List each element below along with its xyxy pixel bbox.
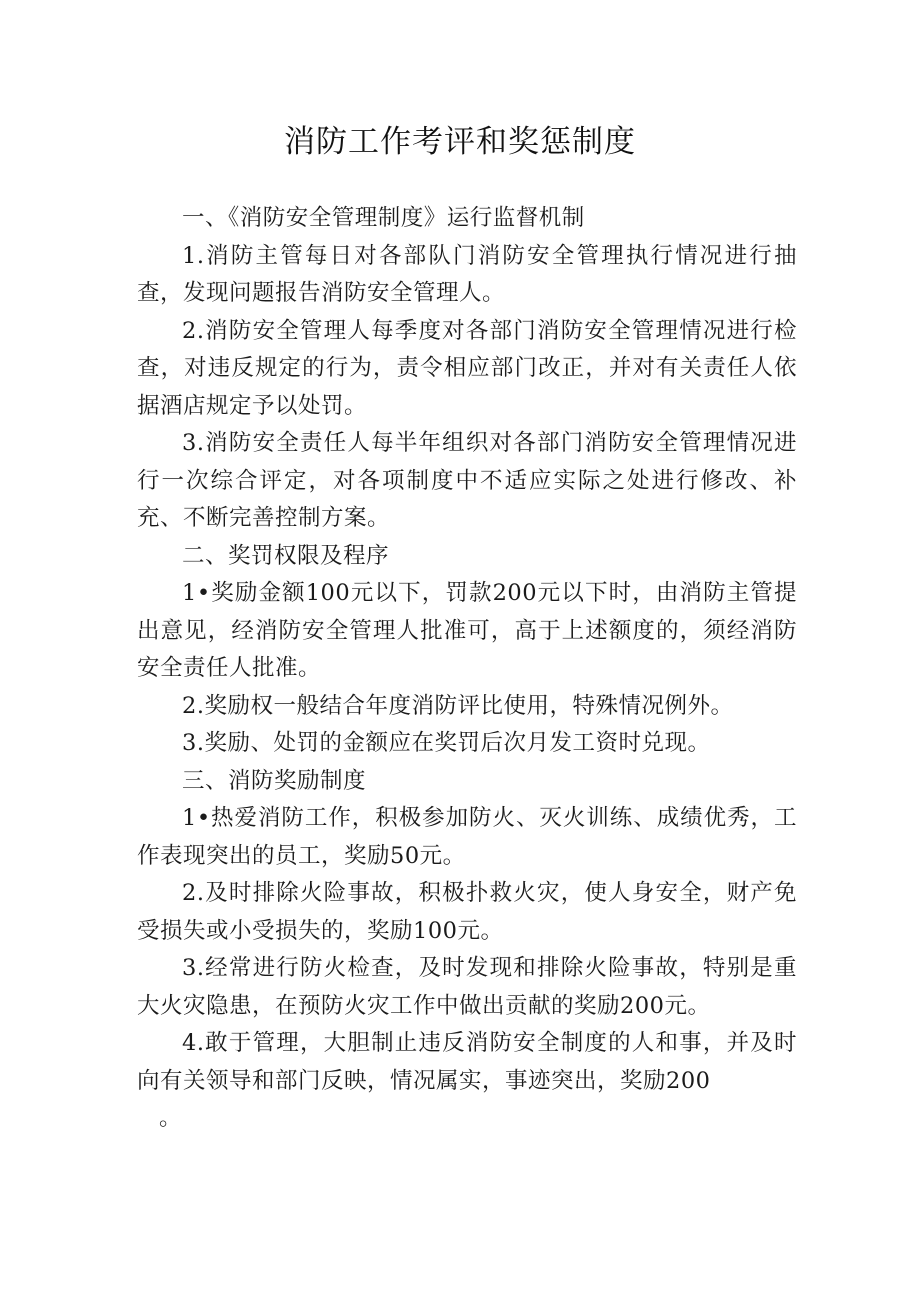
document-body	[137, 200, 797, 1138]
paragraph: 4.敢于管理，大胆制止违反消防安全制度的人和事，并及时向有关领导和部门反映，情况属实，事迹突出，奖励200	[137, 1030, 797, 1094]
section-heading: 一、《消防安全管理制度》运行监督机制	[182, 205, 585, 231]
paragraph: 1•热爱消防工作，积极参加防火、灭火训练、成绩优秀，工作表现突出的员工，奖励50元。	[137, 805, 797, 869]
trailing-mark: 。	[159, 1105, 182, 1131]
document-title: 消防工作考评和奖惩制度	[284, 124, 636, 160]
paragraph: 1.消防主管每日对各部队门消防安全管理执行情况进行抽查，发现问题报告消防安全管理人。	[137, 242, 797, 306]
paragraph: 2.奖励权一般结合年度消防评比使用，特殊情况例外。	[182, 692, 734, 719]
paragraph: 3.奖励、处罚的金额应在奖罚后次月发工资时兑现。	[182, 730, 711, 756]
paragraph: 1•奖励金额100元以下，罚款200元以下时，由消防主管提出意见，经消防安全管理人批准可，高于上述额度的，须经消防安全责任人批准。	[137, 580, 797, 681]
paragraph: 2.及时排除火险事故，积极扑救火灾，使人身安全，财产免受损失或小受损失的，奖励100元。	[137, 880, 797, 944]
paragraph: 3.消防安全责任人每半年组织对各部门消防安全管理情况进行一次综合评定，对各项制度中不适应实际之处进行修改、补充、不断完善控制方案。	[137, 430, 797, 531]
section-heading: 二、奖罚权限及程序	[182, 542, 390, 569]
paragraph: 3.经常进行防火检查，及时发现和排除火险事故，特别是重大火灾隐患，在预防火灾工作中做出贡献的奖励200元。	[137, 955, 797, 1019]
section-heading: 三、消防奖励制度	[182, 767, 367, 794]
paragraph: 2.消防安全管理人每季度对各部门消防安全管理情况进行检查，对违反规定的行为，责令相应部门改正，并对有关责任人依据酒店规定予以处罚。	[137, 317, 797, 419]
